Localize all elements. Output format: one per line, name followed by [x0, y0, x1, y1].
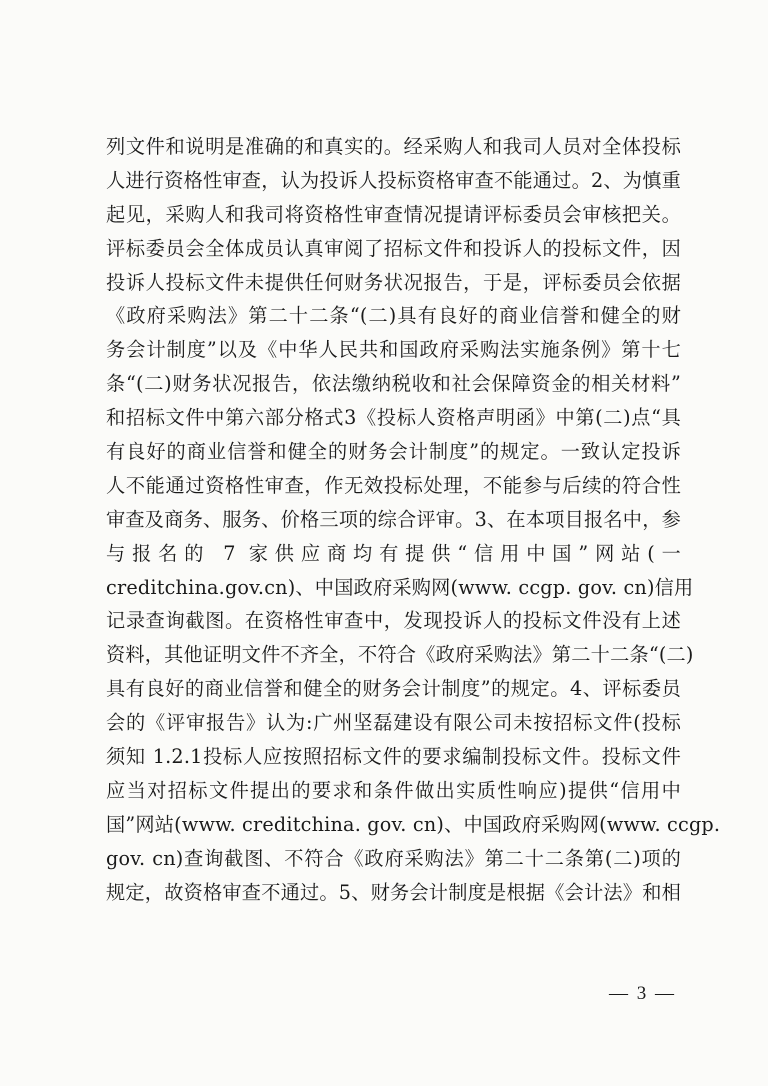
text-line-10: 有良好的商业信誉和健全的财务会计制度”的规定。一致认定投诉: [106, 440, 681, 464]
text-line-11: 人不能通过资格性审查，作无效投标处理，不能参与后续的符合性: [106, 473, 681, 497]
text-line-23: 规定，故资格审查不通过。5、财务会计制度是根据《会计法》和相: [106, 880, 681, 904]
text-line-17: 具有良好的商业信誉和健全的财务会计制度”的规定。4、评标委员: [106, 677, 681, 701]
text-line-9: 和招标文件中第六部分格式3《投标人资格声明函》中第(二)点“具: [106, 406, 681, 430]
text-line-22: gov. cn)查询截图、不符合《政府采购法》第二十二条第(二)项的: [106, 846, 681, 870]
text-line-19: 须知 1.2.1投标人应按照招标文件的要求编制投标文件。投标文件: [106, 745, 681, 769]
text-line-4: 评标委员会全体成员认真审阅了招标文件和投诉人的投标文件，因: [106, 236, 681, 260]
page-number: — 3 —: [609, 983, 676, 1004]
text-line-6: 《政府采购法》第二十二条“(二)具有良好的商业信誉和健全的财: [106, 304, 681, 328]
text-line-20: 应当对招标文件提出的要求和条件做出实质性响应)提供“信用中: [106, 778, 681, 802]
text-line-21: 国”网站(www. creditchina. gov. cn)、中国政府采购网(www. ccgp.: [106, 812, 721, 836]
text-line-12: 审查及商务、服务、价格三项的综合评审。3、在本项目报名中，参: [106, 507, 681, 531]
text-line-7: 务会计制度”以及《中华人民共和国政府采购法实施条例》第十七: [106, 338, 681, 362]
text-line-16: 资料，其他证明文件不齐全，不符合《政府采购法》第二十二条“(二): [106, 643, 694, 667]
text-line-14: creditchina.gov.cn)、中国政府采购网(www. ccgp. gov. cn)信用: [106, 575, 694, 599]
text-line-8: 条“(二)财务状况报告，依法缴纳税收和社会保障资金的相关材料”: [106, 372, 681, 396]
text-line-2: 人进行资格性审查，认为投诉人投标资格审查不能通过。2、为慎重: [106, 168, 681, 192]
body-text: [106, 130, 721, 909]
text-line-3: 起见，采购人和我司将资格性审查情况提请评标委员会审核把关。: [106, 202, 681, 226]
text-line-18: 会的《评审报告》认为:广州坚磊建设有限公司未按招标文件(投标: [106, 711, 681, 735]
text-line-5: 投诉人投标文件未提供任何财务状况报告，于是，评标委员会依据: [106, 270, 681, 294]
text-line-1: 列文件和说明是准确的和真实的。经采购人和我司人员对全体投标: [106, 135, 681, 158]
text-line-13: 与报名的 7 家供应商均有提供“信用中国”网站(一: [106, 541, 681, 565]
text-line-15: 记录查询截图。在资格性审查中，发现投诉人的投标文件没有上述: [106, 609, 681, 633]
